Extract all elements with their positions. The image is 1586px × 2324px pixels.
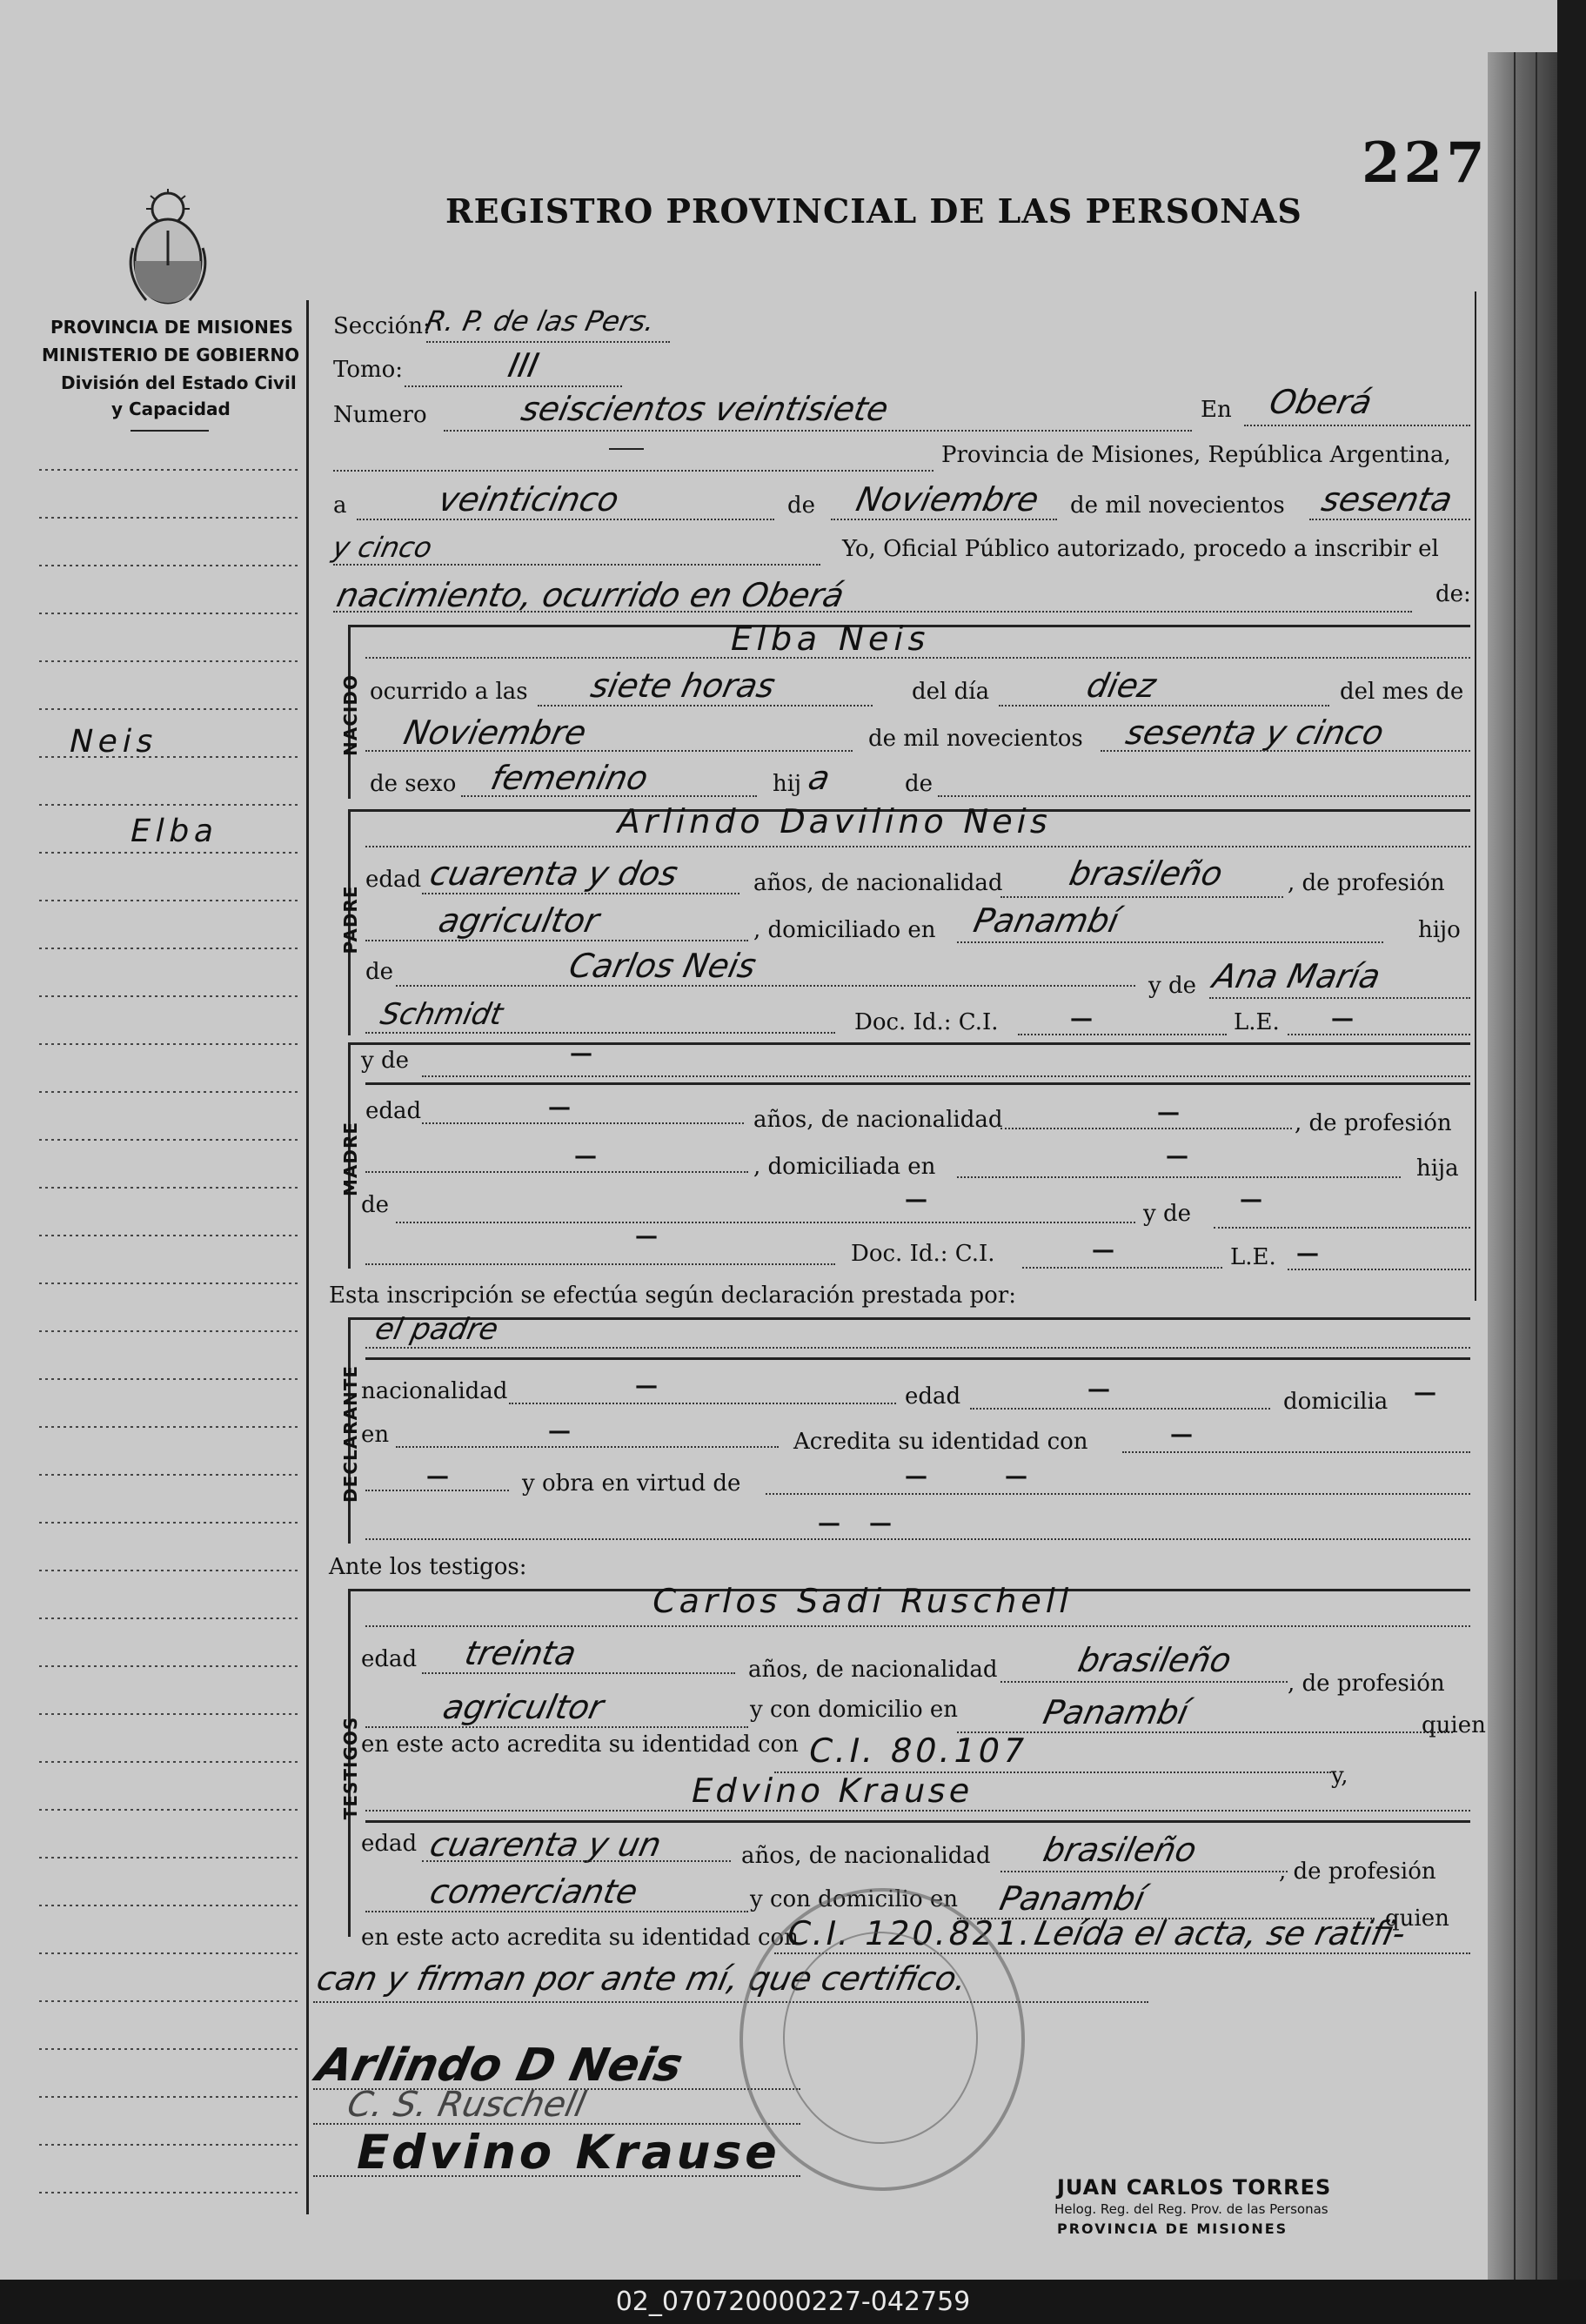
madre-doc-label: Doc. Id.: C.I.	[851, 1241, 995, 1267]
month-value: Noviembre	[853, 480, 1042, 519]
declarante-virtud-value: — —	[905, 1463, 1063, 1490]
testigo2-quien-label: quien	[1385, 1905, 1449, 1932]
acto-value: nacimiento, ocurrido en Oberá	[333, 576, 848, 614]
padre-nac-value: brasileño	[1066, 854, 1227, 893]
madre-anios-label: años, de nacionalidad	[753, 1107, 1003, 1133]
padre-le-label: L.E.	[1234, 1009, 1280, 1035]
declarante-virtud-label: y obra en virtud de	[522, 1470, 741, 1497]
madre-name-value: —	[570, 1041, 592, 1067]
testigo1-id: C.I. 80.107	[805, 1731, 1032, 1770]
numero-label: Numero	[333, 402, 427, 428]
mil-novecientos-label: de mil novecientos	[1070, 492, 1285, 519]
signature-declarante: Arlindo D Neis	[311, 2039, 687, 2092]
nacido-mil-label: de mil novecientos	[868, 726, 1083, 752]
declarante-line-value: — —	[818, 1510, 903, 1537]
division-label: División del Estado Civil	[61, 372, 297, 393]
capacity-label: y Capacidad	[111, 398, 231, 419]
sexo-value: femenino	[487, 759, 652, 797]
declarante-nac-value: —	[635, 1373, 658, 1399]
testigo2-dom-label: y con domicilio en	[750, 1886, 959, 1912]
padre-de-label: de	[365, 959, 394, 985]
official-seal-inner	[783, 1932, 978, 2144]
en-label: En	[1201, 397, 1232, 423]
madre-de-value: —	[905, 1187, 927, 1213]
madre-edad-label: edad	[365, 1098, 422, 1124]
madre-y-de2-label: y de	[1143, 1201, 1191, 1227]
padre-edad-value: cuarenta y dos	[426, 854, 682, 893]
anio-value: sesenta y cinco	[1122, 713, 1388, 752]
year-value: sesenta	[1318, 480, 1456, 519]
declarante-domicilia-value: —	[1414, 1380, 1436, 1406]
declarante-en-value: —	[548, 1418, 571, 1444]
testigo2-edad: cuarenta y un	[426, 1825, 666, 1864]
signature-testigo2: Edvino Krause	[351, 2125, 787, 2180]
testigos-section-label: TESTIGOS	[340, 1716, 361, 1820]
dia-value: diez	[1083, 666, 1160, 705]
madre-le-value: —	[1296, 1241, 1319, 1267]
margin-lines	[39, 435, 309, 2245]
book-binding	[1488, 52, 1557, 2280]
testigo1-dom-label: y con domicilio en	[750, 1697, 959, 1723]
madre-y-de-label: y de	[361, 1048, 409, 1074]
declarante-domicilia-label: domicilia	[1283, 1389, 1389, 1415]
numero-value: seiscientos veintisiete	[518, 390, 893, 428]
declarante-name: el padre	[371, 1312, 502, 1347]
madre-section-label: MADRE	[340, 1121, 361, 1197]
testigo2-id: C.I. 120.821.	[783, 1914, 1037, 1952]
madre-nac-value: —	[1157, 1100, 1180, 1126]
madre-prof-label: , de profesión	[1295, 1110, 1452, 1136]
mes-value: Noviembre	[400, 713, 590, 752]
nacido-name: Elba Neis	[726, 620, 935, 658]
padre-doc-label: Doc. Id.: C.I.	[854, 1009, 999, 1035]
testigo2-prof-label: , de profesión	[1279, 1859, 1436, 1885]
provincia-text: Provincia de Misiones, República Argentina,	[941, 442, 1451, 468]
footer-id: 02_070720000227-042759	[615, 2287, 971, 2317]
testigo1-prof: agricultor	[439, 1688, 607, 1726]
tomo-label: Tomo:	[333, 357, 404, 383]
testigo2-edad-label: edad	[361, 1831, 418, 1857]
testigo1-quien-label: quien	[1422, 1712, 1486, 1738]
hora-value: siete horas	[587, 666, 779, 705]
testigo1-edad: treinta	[461, 1634, 580, 1672]
declarante-edad-value: —	[1087, 1376, 1110, 1403]
tomo-value: III	[505, 346, 543, 385]
testigo1-name: Carlos Sadi Ruschell	[648, 1582, 1078, 1620]
declarante-section-label: DECLARANTE	[340, 1364, 361, 1503]
declarante-acredita-label: Acredita su identidad con	[793, 1429, 1088, 1455]
madre-edad-value: —	[548, 1095, 571, 1121]
madre-y-de2-value: —	[1240, 1187, 1262, 1213]
padre-edad-label: edad	[365, 867, 422, 893]
page-title: REGISTRO PROVINCIAL DE LAS PERSONAS	[445, 191, 1302, 231]
madre-hija-label: hija	[1416, 1155, 1459, 1182]
year-continuation: y cinco	[329, 531, 436, 564]
mes-label: del mes de	[1340, 679, 1464, 705]
de-colon-label: de:	[1435, 581, 1471, 607]
coat-of-arms-icon	[120, 187, 216, 309]
declarante-intro: Esta inscripción se efectúa según declaración prestada por:	[329, 1283, 1016, 1309]
testigo1-acredita-label: en este acto acredita su identidad con	[361, 1731, 799, 1758]
de-label: de	[787, 492, 816, 519]
padre-name: Arlindo Davilino Neis	[613, 802, 1057, 841]
madre-dash: —	[635, 1223, 658, 1249]
nacido-section-label: NACIDO	[340, 674, 361, 756]
padre-anios-label: años, de nacionalidad	[753, 870, 1003, 896]
seccion-label: Sección:	[333, 313, 431, 339]
footer-bar	[0, 2280, 1586, 2324]
testigo2-name: Edvino Krause	[687, 1771, 978, 1810]
padre-prof-label: , de profesión	[1288, 870, 1445, 896]
hij-value: a	[805, 759, 833, 797]
padre-hijo-label: hijo	[1418, 917, 1461, 943]
padre-father-value: Carlos Neis	[565, 947, 760, 985]
padre-dom-value: Panambí	[970, 901, 1122, 940]
padre-section-label: PADRE	[340, 885, 361, 954]
hij-label: hij	[773, 771, 802, 797]
a-label: a	[333, 492, 347, 519]
province-label: PROVINCIA DE MISIONES	[50, 317, 293, 338]
testigo1-y-label: y,	[1331, 1763, 1348, 1789]
padre-mother-cont: Schmidt	[377, 997, 506, 1032]
testigo1-dom: Panambí	[1040, 1693, 1192, 1731]
madre-le-label: L.E.	[1230, 1244, 1276, 1270]
madre-doc-value: —	[1092, 1237, 1114, 1263]
declarante-en-label: en	[361, 1422, 390, 1448]
testigo2-anios-label: años, de nacionalidad	[741, 1843, 991, 1869]
nacido-de-label: de	[905, 771, 934, 797]
madre-de-label: de	[361, 1192, 390, 1218]
padre-dom-label: , domiciliado en	[753, 917, 936, 943]
testigo1-nac: brasileño	[1074, 1641, 1235, 1679]
padre-le-value: —	[1331, 1006, 1354, 1032]
official-province: PROVINCIA DE MISIONES	[1057, 2220, 1288, 2237]
padre-doc-value: —	[1070, 1006, 1093, 1032]
en-value: Oberá	[1266, 383, 1376, 421]
testigo1-anios-label: años, de nacionalidad	[748, 1657, 998, 1683]
closing-a: Leída el acta, se ratifi-	[1031, 1914, 1409, 1952]
madre-prof-value: —	[574, 1143, 597, 1169]
sexo-label: de sexo	[370, 771, 457, 797]
testigo1-edad-label: edad	[361, 1646, 418, 1672]
testigo1-prof-label: , de profesión	[1288, 1671, 1445, 1697]
declarante-dash: —	[426, 1463, 449, 1490]
padre-y-de-label: y de	[1148, 973, 1196, 999]
day-value: veinticinco	[435, 480, 623, 519]
madre-dom-value: —	[1166, 1143, 1188, 1169]
testigos-intro: Ante los testigos:	[329, 1554, 527, 1580]
ministry-label: MINISTERIO DE GOBIERNO	[42, 345, 300, 365]
margin-surname: Neis	[65, 724, 163, 760]
testigo2-acredita-label: en este acto acredita su identidad con	[361, 1925, 799, 1951]
del-dia-label: del día	[912, 679, 990, 705]
signature-testigo1: C. S. Ruschell	[344, 2085, 590, 2125]
padre-prof-value: agricultor	[435, 901, 603, 940]
declarante-edad-label: edad	[905, 1383, 961, 1410]
official-title: Helog. Reg. del Reg. Prov. de las Personas	[1054, 2201, 1328, 2217]
page-number: 227	[1362, 131, 1489, 196]
declarante-nac-label: nacionalidad	[361, 1378, 508, 1404]
testigo2-prof: comerciante	[426, 1872, 641, 1911]
ocurrido-label: ocurrido a las	[370, 679, 528, 705]
oficial-text: Yo, Oficial Público autorizado, procedo a inscribir el	[842, 536, 1439, 562]
testigo2-nac: brasileño	[1040, 1831, 1201, 1869]
testigo2-dom: Panambí	[996, 1879, 1148, 1918]
madre-dom-label: , domiciliada en	[753, 1154, 936, 1180]
official-name: JUAN CARLOS TORRES	[1057, 2175, 1332, 2200]
padre-mother-value: Ana María	[1209, 957, 1384, 995]
margin-given-name: Elba	[126, 814, 224, 849]
declarante-acredita-value: —	[1170, 1422, 1193, 1448]
closing-b: can y firman por ante mí, que certifico.	[313, 1959, 971, 1998]
seccion-value: R. P. de las Pers.	[422, 305, 659, 338]
